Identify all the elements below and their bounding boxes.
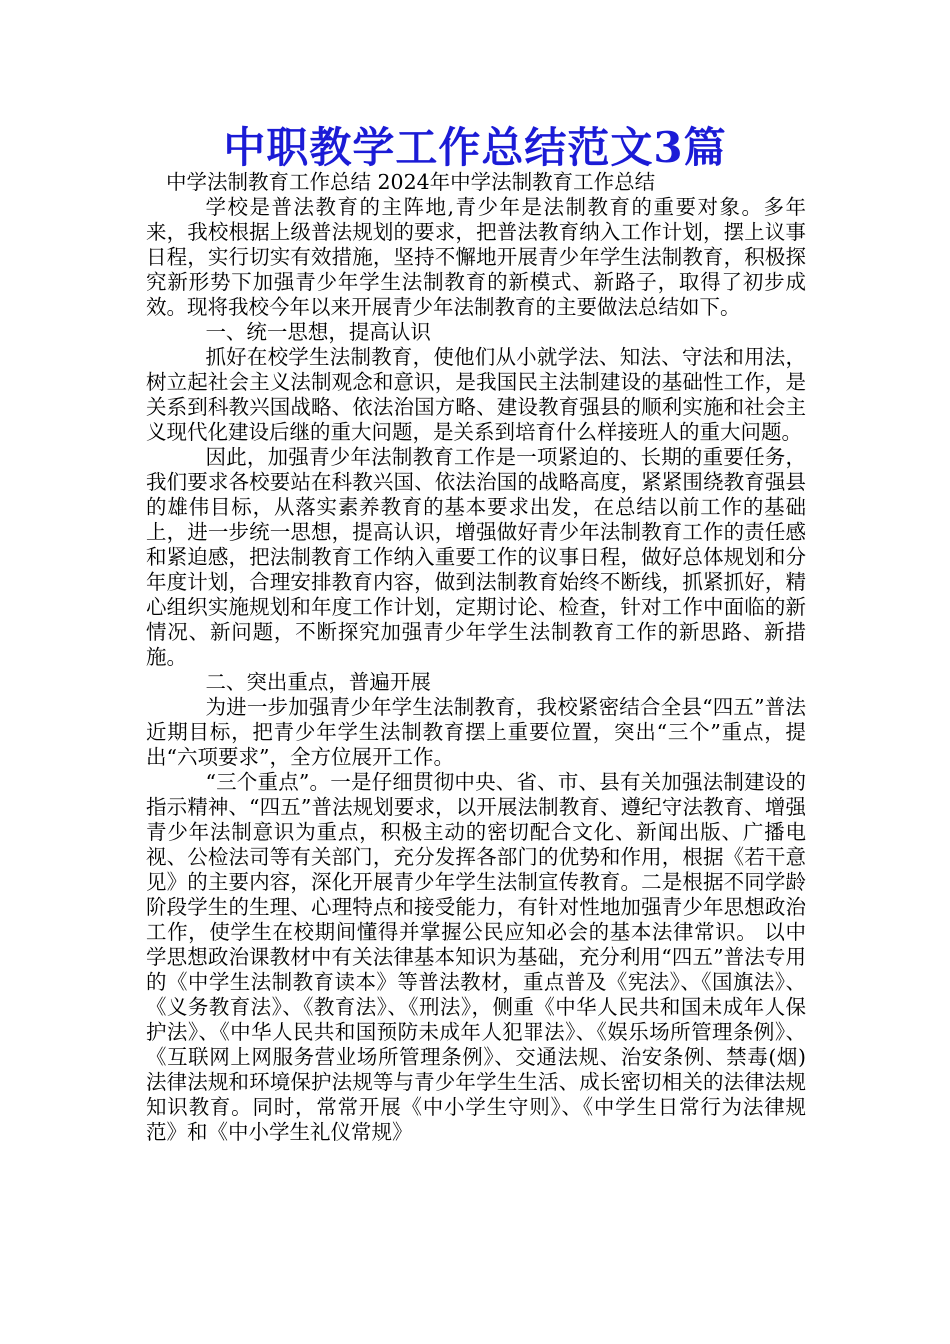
body-paragraph: “三个重点”。一是仔细贯彻中央、省、市、县有关加强法制建设的指示精神、“四五”普法规划要求，以开展法制教育、遵纪守法教育、增强青少年法制意识为重点，积极主动的密切配合文化、新闻出版、广播电视、公检法司等有关部门，充分发挥各部门的优势和作用，根据《若干意见》的主要内容，深化开展青少年学生法制宣传教育。二是根据不同学龄阶段学生的生理、心理特点和接受能力，有针对性地加强青少年思想政治工作，使学生在校期间懂得并掌握公民应知必会的基本法律常识。 以中学思想政治课教材中有关法律基本知识为基础，充分利用“四五”普法专用的《中学生法制教育读本》等普法教材，重点普及《宪法》、《国旗法》、《义务教育法》、《教育法》、《刑法》，侧重《中华人民共和国未成年人保护法》、《中华人民共和国预防未成年人犯罪法》、《娱乐场所管理条例》、《互联网上网服务营业场所管理条例》、交通法规、治安条例、禁毒(烟)法律法规和环境保护法规等与青少年学生生活、成长密切相关的法律法规知识教育。同时，常常开展《中小学生守则》、《中学生日常行为法律规范》和《中小学生礼仪常规》 — [146, 770, 806, 1144]
body-paragraph: 因此，加强青少年法制教育工作是一项紧迫的、长期的重要任务，我们要求各校要站在科教兴国、依法治国的战略高度，紧紧围绕教育强县的雄伟目标，从落实素养教育的基本要求出发，在总结以前工作的基础上，进一步统一思想，提高认识，增强做好青少年法制教育工作的责任感和紧迫感，把法制教育工作纳入重要工作的议事日程，做好总体规划和分年度计划，合理安排教育内容，做到法制教育始终不断线，抓紧抓好，精心组织实施规划和年度工作计划，定期讨论、检查，针对工作中面临的新情况、新问题，不断探究加强青少年学生法制教育工作的新思路、新措施。 — [146, 445, 806, 669]
document-title: 中职教学工作总结范文3篇 — [223, 123, 727, 172]
section-heading-1: 一、统一思想，提高认识 — [205, 320, 431, 344]
document-body — [146, 170, 806, 1145]
body-paragraph: 为进一步加强青少年学生法制教育，我校紧密结合全县“四五”普法近期目标，把青少年学生法制教育摆上重要位置，突出“三个”重点，提出“六项要求”，全方位展开工作。 — [146, 695, 806, 769]
body-paragraph: 抓好在校学生法制教育，使他们从小就学法、知法、守法和用法，树立起社会主义法制观念和意识，是我国民主法制建设的基础性工作，是关系到科教兴国战略、依法治国方略、建设教育强县的顺利实施和社会主义现代化建设后继的重大问题，是关系到培育什么样接班人的重大问题。 — [146, 345, 806, 444]
intro-paragraph: 学校是普法教育的主阵地,青少年是法制教育的重要对象。多年来，我校根据上级普法规划的要求，把普法教育纳入工作计划，摆上议事日程，实行切实有效措施，坚持不懈地开展青少年学生法制教育，积极探究新形势下加强青少年学生法制教育的新模式、新路子，取得了初步成效。现将我校今年以来开展青少年法制教育的主要做法总结如下。 — [146, 195, 806, 319]
document-subtitle: 中学法制教育工作总结 2024年中学法制教育工作总结 — [166, 170, 656, 194]
section-heading-2: 二、突出重点，普遍开展 — [205, 670, 431, 694]
